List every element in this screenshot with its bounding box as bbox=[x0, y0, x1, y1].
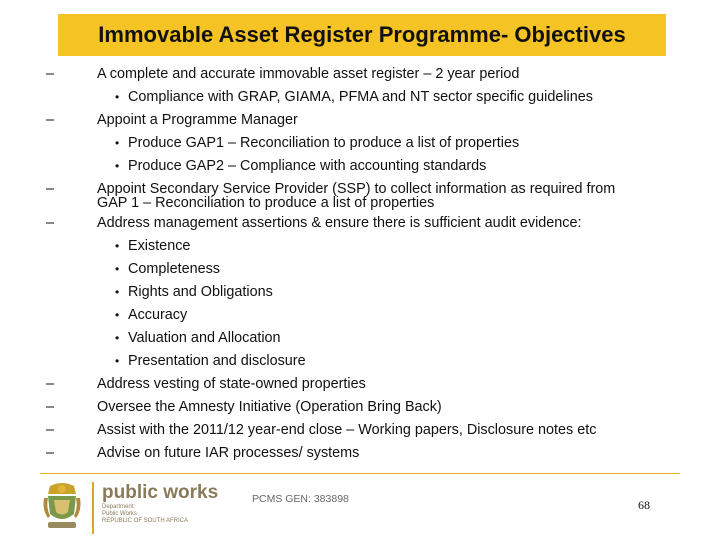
bullet-item bbox=[30, 195, 680, 211]
bullet-text: Accuracy bbox=[128, 307, 188, 323]
bullet-marker: • bbox=[115, 331, 120, 345]
footer-divider bbox=[40, 473, 680, 474]
bullet-text: Appoint Secondary Service Provider (SSP) to collect information as required from bbox=[97, 181, 616, 197]
bullet-item bbox=[30, 63, 680, 86]
bullet-marker: • bbox=[115, 308, 120, 322]
gen-reference: PCMS GEN: 383898 bbox=[252, 493, 349, 505]
bullet-text: Advise on future IAR processes/ systems bbox=[97, 445, 360, 461]
dash-marker: – bbox=[46, 66, 55, 82]
bullet-item bbox=[30, 109, 680, 132]
bullet-text: Address vesting of state-owned properties bbox=[97, 376, 366, 392]
title-bar bbox=[58, 14, 666, 56]
public-works-logo bbox=[40, 480, 250, 536]
bullet-marker: • bbox=[115, 136, 120, 150]
dash-marker: – bbox=[46, 215, 55, 231]
dash-marker: – bbox=[46, 422, 55, 438]
bullet-text: Presentation and disclosure bbox=[128, 353, 306, 369]
bullet-text: Appoint a Programme Manager bbox=[97, 112, 298, 128]
bullet-marker: • bbox=[115, 285, 120, 299]
bullet-text: Completeness bbox=[128, 261, 220, 277]
sub-bullet-item bbox=[30, 132, 680, 155]
bullet-list bbox=[30, 63, 680, 465]
dash-marker: – bbox=[46, 445, 55, 461]
dash-marker: – bbox=[46, 112, 55, 128]
bullet-text: Assist with the 2011/12 year-end close – Working papers, Disclosure notes etc bbox=[97, 422, 597, 438]
sub-bullet-item bbox=[30, 86, 680, 109]
sub-bullet-item bbox=[30, 155, 680, 178]
logo-name: public works bbox=[102, 482, 219, 503]
logo-brand bbox=[92, 482, 252, 534]
slide-title: Immovable Asset Register Programme- Objectives bbox=[98, 22, 626, 47]
logo-line-republic: REPUBLIC OF SOUTH AFRICA bbox=[102, 518, 189, 524]
bullet-text: Rights and Obligations bbox=[128, 284, 273, 300]
dash-marker: – bbox=[46, 376, 55, 392]
bullet-text: Compliance with GRAP, GIAMA, PFMA and NT sector specific guidelines bbox=[128, 89, 593, 105]
sub-bullet-item bbox=[30, 350, 680, 373]
dash-marker: – bbox=[46, 399, 55, 415]
sub-bullet-item bbox=[30, 258, 680, 281]
bullet-item bbox=[30, 212, 680, 235]
sub-bullet-item bbox=[30, 281, 680, 304]
bullet-text: GAP 1 – Reconciliation to produce a list of properties bbox=[97, 195, 435, 211]
bullet-text: Produce GAP1 – Reconciliation to produce a list of properties bbox=[128, 135, 520, 151]
page-number: 68 bbox=[638, 498, 650, 512]
bullet-marker: • bbox=[115, 354, 120, 368]
bullet-text: Address management assertions & ensure there is sufficient audit evidence: bbox=[97, 215, 582, 231]
logo-line-public-works: Public Works bbox=[102, 511, 137, 517]
logo-line-department: Department: bbox=[102, 504, 136, 510]
sub-bullet-item bbox=[30, 304, 680, 327]
bullet-text: Oversee the Amnesty Initiative (Operation Bring Back) bbox=[97, 399, 442, 415]
bullet-text: Valuation and Allocation bbox=[128, 330, 281, 346]
bullet-marker: • bbox=[115, 262, 120, 276]
bullet-marker: • bbox=[115, 239, 120, 253]
bullet-marker: • bbox=[115, 159, 120, 173]
bullet-item bbox=[30, 373, 680, 396]
dash-marker: – bbox=[46, 181, 55, 197]
bullet-item bbox=[30, 419, 680, 442]
bullet-item bbox=[30, 442, 680, 465]
bullet-text: Existence bbox=[128, 238, 191, 254]
bullet-marker: • bbox=[115, 90, 120, 104]
bullet-text: Produce GAP2 – Compliance with accounting standards bbox=[128, 158, 487, 174]
bullet-text: A complete and accurate immovable asset register – 2 year period bbox=[97, 66, 520, 82]
sub-bullet-item bbox=[30, 235, 680, 258]
sub-bullet-item bbox=[30, 327, 680, 350]
coat-of-arms-icon bbox=[40, 480, 84, 534]
bullet-item bbox=[30, 396, 680, 419]
